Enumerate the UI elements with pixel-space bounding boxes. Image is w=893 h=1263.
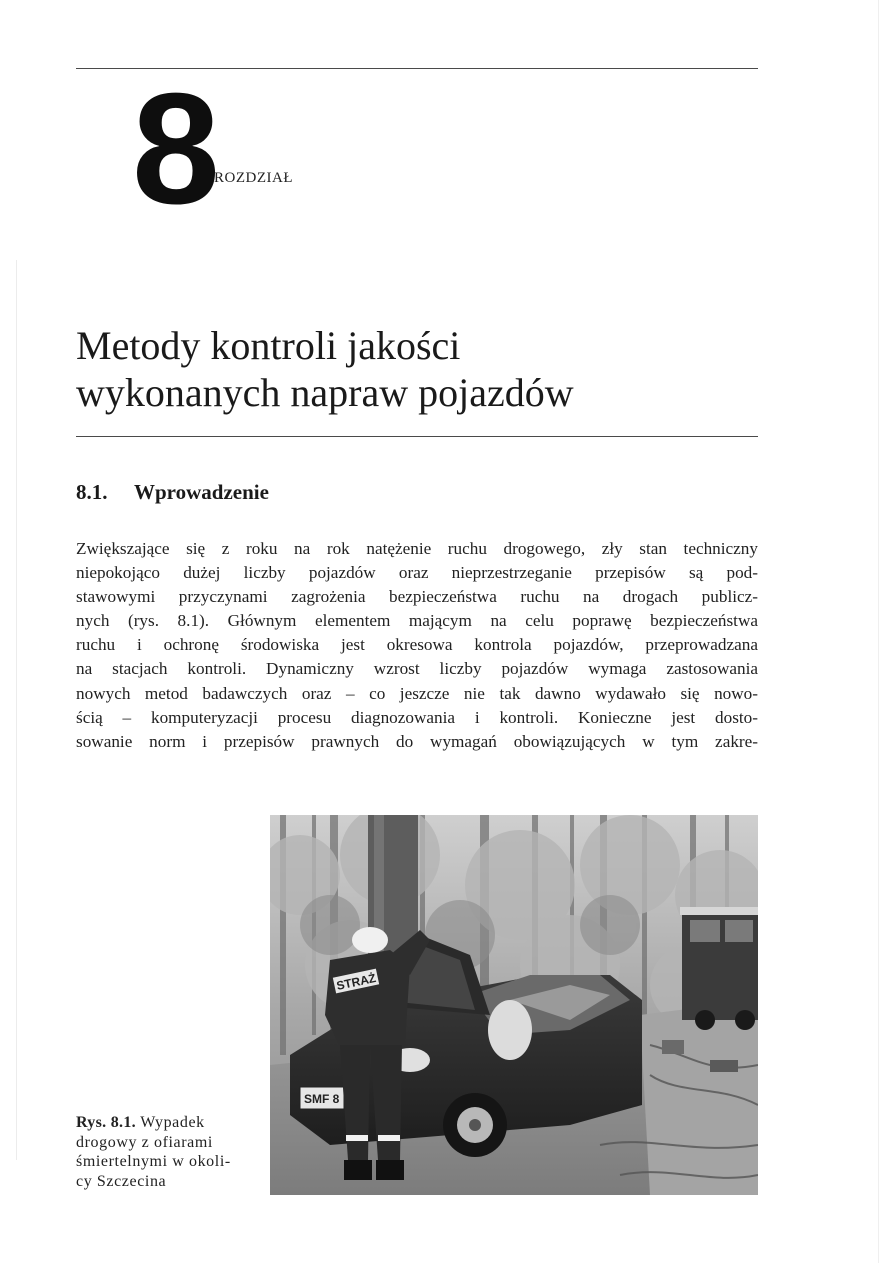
page-edge-shadow bbox=[16, 260, 17, 1160]
chapter-label: ROZDZIAŁ bbox=[214, 170, 293, 186]
paragraph-line: ruchu i ochronę środowiska jest okresowa kontrola pojazdów, przeprowadzana bbox=[76, 635, 758, 655]
caption-line: drogowy z ofiarami bbox=[76, 1133, 213, 1151]
body-paragraph bbox=[76, 537, 758, 754]
paragraph-line: Zwiększające się z roku na rok natężenie ruchu drogowego, zły stan techniczny bbox=[76, 539, 758, 558]
caption-line: cy Szczecina bbox=[76, 1172, 167, 1190]
paragraph-line: ścią – komputeryzacji procesu diagnozowania i kontroli. Konieczne jest dosto- bbox=[76, 707, 758, 727]
paragraph-line: stawowymi przyczynami zagrożenia bezpieczeństwa ruchu na drogach publicz- bbox=[76, 587, 758, 607]
paragraph-line: nowych metod badawczych oraz – co jeszcze nie tak dawno wydawało się nowo- bbox=[76, 683, 758, 703]
figure-label: Rys. 8.1. bbox=[76, 1114, 136, 1131]
paragraph-line: niepokojąco dużej liczby pojazdów oraz nieprzestrzeganie przepisów są pod- bbox=[76, 563, 758, 583]
figure-caption bbox=[76, 1113, 256, 1191]
section-heading bbox=[76, 480, 269, 505]
chapter-title bbox=[76, 322, 766, 416]
paragraph-line: nych (rys. 8.1). Głównym elementem mającym na celu poprawę bezpieczeństwa bbox=[76, 611, 758, 631]
chapter-number: 8 bbox=[132, 61, 218, 237]
accident-photo-drawing bbox=[270, 815, 758, 1195]
caption-line: śmiertelnymi w okoli- bbox=[76, 1153, 231, 1170]
accident-photo bbox=[270, 815, 758, 1195]
title-rule bbox=[76, 436, 758, 437]
paragraph-line: sowanie norm i przepisów prawnych do wymagań obowiązujących w tym zakre- bbox=[76, 731, 758, 751]
paragraph-line: na stacjach kontroli. Dynamiczny wzrost liczby pojazdów wymaga zastosowania bbox=[76, 659, 758, 679]
vest-text: STRAŻ bbox=[335, 970, 378, 993]
page-edge-shadow-right bbox=[878, 0, 879, 1263]
chapter-title-line: Metody kontroli jakości bbox=[76, 323, 461, 368]
license-plate-text: SMF 8 bbox=[304, 1092, 340, 1106]
section-number: 8.1. bbox=[76, 480, 108, 504]
section-title: Wprowadzenie bbox=[134, 480, 269, 504]
caption-line: Wypadek bbox=[140, 1114, 205, 1131]
chapter-title-line: wykonanych napraw pojazdów bbox=[76, 370, 574, 415]
